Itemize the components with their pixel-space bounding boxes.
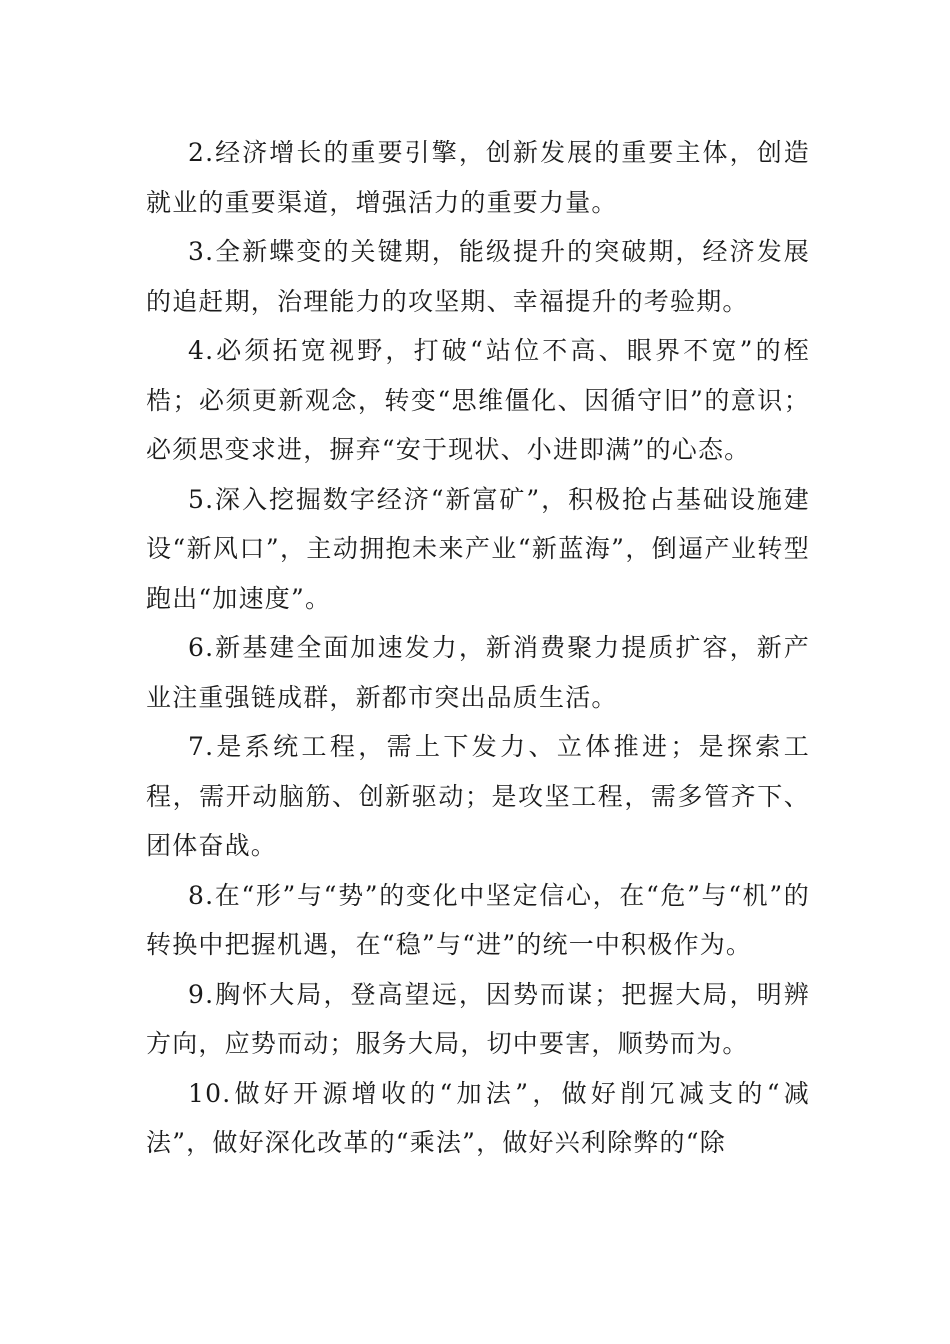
paragraph-10: 10.做好开源增收的“加法”，做好削冗减支的“减法”，做好深化改革的“乘法”，做好兴利除弊的“除 [146,1078,810,1157]
paragraph-9: 9.胸怀大局，登高望远，因势而谋；把握大局，明辨方向，应势而动；服务大局，切中要害，顺势而为。 [146,979,810,1058]
paragraph-6: 6.新基建全面加速发力，新消费聚力提质扩容，新产业注重强链成群，新都市突出品质生活。 [146,633,810,712]
document-body [146,128,810,1168]
paragraph-5: 5.深入挖掘数字经济“新富矿”，积极抢占基础设施建设“新风口”，主动拥抱未来产业“新蓝海”，倒逼产业转型跑出“加速度”。 [146,484,810,613]
paragraph-4: 4.必须拓宽视野，打破“站位不高、眼界不宽”的桎梏；必须更新观念，转变“思维僵化、因循守旧”的意识；必须思变求进，摒弃“安于现状、小进即满”的心态。 [146,336,810,464]
paragraph-8: 8.在“形”与“势”的变化中坚定信心，在“危”与“机”的转换中把握机遇，在“稳”与“进”的统一中积极作为。 [146,880,810,959]
paragraph-2: 2.经济增长的重要引擎，创新发展的重要主体，创造就业的重要渠道，增强活力的重要力量。 [146,138,810,217]
paragraph-7: 7.是系统工程，需上下发力、立体推进；是探索工程，需开动脑筋、创新驱动；是攻坚工程，需多管齐下、团体奋战。 [146,732,810,860]
paragraph-3: 3.全新蝶变的关键期，能级提升的突破期，经济发展的追赶期，治理能力的攻坚期、幸福提升的考验期。 [146,237,810,316]
